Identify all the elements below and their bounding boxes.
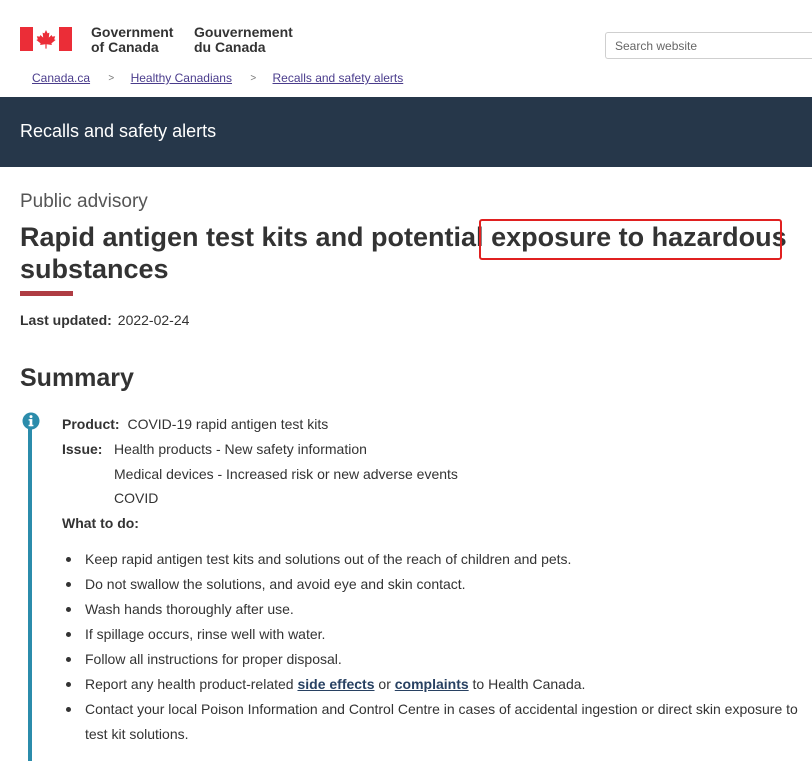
summary-heading: Summary: [20, 364, 134, 392]
summary-accent-bar: [28, 425, 32, 761]
product-label: Product:: [62, 416, 120, 432]
issue-value: COVID: [114, 490, 159, 506]
banner-title[interactable]: Recalls and safety alerts: [20, 121, 217, 141]
info-icon: [22, 412, 40, 430]
breadcrumb-separator-icon: >: [250, 73, 257, 84]
search-input[interactable]: [605, 32, 812, 59]
what-to-do-list: [62, 547, 812, 747]
last-updated-label: Last updated:: [20, 312, 112, 328]
issue-value: Health products - New safety information: [114, 441, 367, 457]
last-updated: [20, 312, 189, 328]
breadcrumb-healthy-canadians[interactable]: Healthy Canadians: [130, 71, 232, 85]
report-text-mid: or: [374, 676, 395, 692]
government-of-canada-en[interactable]: Government of Canada: [91, 24, 174, 55]
list-item: Contact your local Poison Information and Control Centre in cases of accidental ingestion or direct skin exposure to test kit solutions.: [62, 697, 812, 747]
report-text-pre: Report any health product-related: [85, 676, 298, 692]
government-of-canada-fr[interactable]: Gouvernement du Canada: [194, 24, 293, 55]
last-updated-date: 2022-02-24: [117, 312, 190, 328]
breadcrumb: [32, 71, 403, 85]
title-part-1: Rapid antigen test kits and potential: [20, 222, 492, 252]
list-item: If spillage occurs, rinse well with water.: [62, 622, 812, 647]
site-header: [0, 0, 812, 97]
title-part-2: substances: [20, 254, 169, 284]
list-item: Wash hands thoroughly after use.: [62, 597, 812, 622]
product-row: [62, 416, 328, 432]
title-underline: [20, 291, 73, 296]
list-item: Keep rapid antigen test kits and solutions out of the reach of children and pets.: [62, 547, 812, 572]
breadcrumb-canada-ca[interactable]: Canada.ca: [32, 71, 91, 85]
what-to-do-label: What to do:: [62, 515, 139, 531]
breadcrumb-separator-icon: >: [108, 73, 115, 84]
advisory-type: Public advisory: [20, 191, 148, 212]
list-item-report: [62, 672, 812, 697]
list-item: Follow all instructions for proper disposal.: [62, 647, 812, 672]
side-effects-link[interactable]: side effects: [297, 676, 375, 692]
section-banner: [0, 97, 812, 167]
list-item: Do not swallow the solutions, and avoid eye and skin contact.: [62, 572, 812, 597]
issue-value: Medical devices - Increased risk or new adverse events: [114, 466, 458, 482]
title-highlighted-phrase: exposure to hazardous: [491, 222, 787, 252]
issue-label: Issue:: [62, 441, 103, 457]
breadcrumb-recalls[interactable]: Recalls and safety alerts: [272, 71, 404, 85]
canada-flag-icon[interactable]: [20, 27, 72, 51]
annotation-highlight-box: [479, 219, 782, 260]
report-text-post: to Health Canada.: [468, 676, 586, 692]
product-value: COVID-19 rapid antigen test kits: [127, 416, 329, 432]
complaints-link[interactable]: complaints: [394, 676, 469, 692]
